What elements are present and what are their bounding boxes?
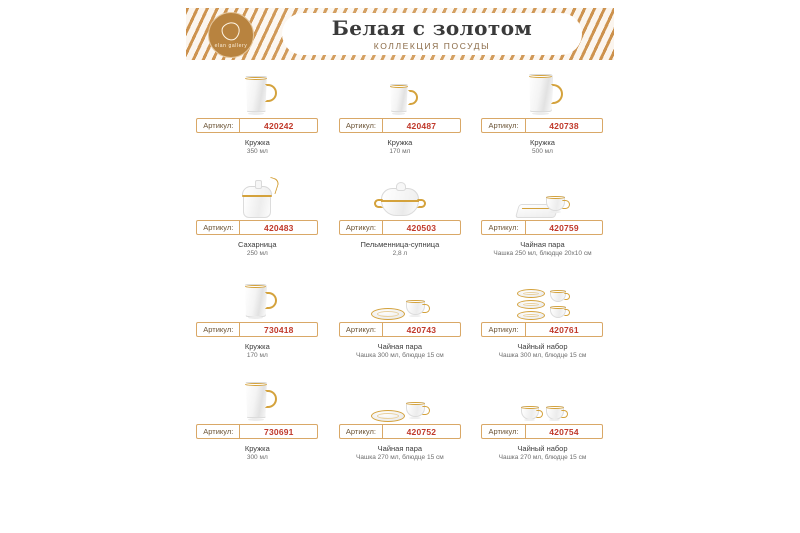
- saucer-icon: [371, 410, 405, 422]
- product-spec: 170 мл: [389, 148, 411, 156]
- product-caption: [530, 138, 555, 157]
- product-image: [186, 270, 329, 322]
- sku-badge: [481, 322, 603, 337]
- page-title: Белая с золотом: [331, 15, 533, 40]
- product-card[interactable]: [186, 372, 329, 474]
- mug-icon: [242, 284, 272, 320]
- sku-value: 420487: [406, 120, 437, 131]
- cup-icon: [404, 300, 428, 318]
- tea-set-icon: [517, 289, 568, 320]
- mug-icon: [242, 76, 272, 116]
- cup-icon: [548, 306, 568, 320]
- product-spec: 350 мл: [246, 148, 268, 156]
- cup-icon: [404, 402, 428, 420]
- sku-label: Артикул:: [345, 121, 376, 130]
- sku-value: 420759: [549, 222, 579, 233]
- brand-logo-text: elan gallery: [214, 42, 248, 49]
- sku-badge: [339, 424, 461, 439]
- mug-icon: [242, 382, 272, 422]
- product-caption: [238, 240, 276, 259]
- catalog-header: [186, 8, 614, 60]
- product-card[interactable]: [471, 270, 614, 372]
- sku-label: Артикул:: [345, 427, 376, 436]
- sku-label: Артикул:: [488, 325, 519, 334]
- sku-value: 420503: [406, 222, 437, 233]
- cup-icon: [544, 196, 568, 214]
- product-caption: [387, 138, 412, 157]
- sku-value: 730418: [264, 324, 294, 335]
- sku-label: Артикул:: [345, 325, 376, 334]
- product-card[interactable]: [329, 66, 472, 168]
- product-caption: [356, 342, 444, 361]
- product-caption: [356, 444, 444, 463]
- product-card[interactable]: [329, 372, 472, 474]
- sku-label: Артикул:: [488, 427, 519, 436]
- cup-stack: [548, 290, 568, 320]
- sku-badge: [339, 118, 461, 133]
- mug-icon: [387, 84, 413, 116]
- product-caption: [499, 444, 587, 463]
- tureen-icon: [375, 180, 425, 218]
- product-name: Чайный набор: [517, 342, 568, 351]
- product-spec: 250 мл: [246, 250, 268, 258]
- sku-badge: [196, 118, 318, 133]
- sku-badge: [481, 118, 603, 133]
- product-spec: Чашка 250 мл, блюдце 20x10 см: [493, 250, 592, 258]
- saucer-icon: [517, 311, 545, 320]
- cup-icon: [544, 406, 566, 422]
- product-spec: 170 мл: [246, 352, 268, 360]
- product-card[interactable]: [186, 168, 329, 270]
- sku-badge: [481, 424, 603, 439]
- product-card[interactable]: [471, 66, 614, 168]
- product-image: [186, 168, 329, 220]
- sugar-bowl-icon: [240, 176, 274, 218]
- product-name: Чайная пара: [377, 444, 423, 453]
- product-image: [471, 372, 614, 424]
- sku-label: Артикул:: [488, 121, 519, 130]
- product-caption: [499, 342, 587, 361]
- product-card[interactable]: [329, 270, 472, 372]
- product-caption: [493, 240, 591, 259]
- product-name: Сахарница: [238, 240, 277, 249]
- sku-badge: [196, 424, 318, 439]
- sku-value: 420761: [549, 324, 579, 335]
- product-card[interactable]: [186, 66, 329, 168]
- product-image: [329, 66, 472, 118]
- sku-badge: [196, 220, 318, 235]
- product-image: [186, 372, 329, 424]
- tea-pair-icon: [371, 300, 428, 320]
- sku-value: 420752: [406, 426, 437, 437]
- product-name: Чайная пара: [377, 342, 423, 351]
- product-image: [329, 372, 472, 424]
- sku-badge: [481, 220, 603, 235]
- sku-badge: [339, 220, 461, 235]
- sku-badge: [196, 322, 318, 337]
- sku-value: 420743: [406, 324, 437, 335]
- cup-icon: [548, 290, 568, 304]
- cup-icon: [519, 406, 541, 422]
- mug-icon: [526, 74, 558, 116]
- product-caption: [361, 240, 440, 259]
- product-image: [329, 168, 472, 220]
- sku-badge: [339, 322, 461, 337]
- sku-label: Артикул:: [203, 223, 234, 232]
- product-card[interactable]: [471, 372, 614, 474]
- product-name: Кружка: [387, 138, 413, 147]
- saucer-icon: [371, 308, 405, 320]
- saucer-stack: [517, 289, 545, 320]
- sku-value: 730691: [264, 426, 294, 437]
- sku-value: 420754: [549, 426, 579, 437]
- sku-value: 420738: [549, 120, 579, 131]
- saucer-icon: [517, 300, 545, 309]
- brand-logo: [208, 12, 254, 58]
- product-name: Кружка: [244, 138, 270, 147]
- product-image: [329, 270, 472, 322]
- product-card[interactable]: [471, 168, 614, 270]
- product-spec: Чашка 300 мл, блюдце 15 см: [498, 352, 587, 360]
- saucer-icon: [517, 289, 545, 298]
- tea-set-icon: [519, 406, 566, 422]
- product-image: [186, 66, 329, 118]
- product-name: Кружка: [244, 444, 270, 453]
- leaf-monogram-icon: [218, 18, 243, 43]
- product-caption: [245, 342, 270, 361]
- sku-label: Артикул:: [203, 325, 234, 334]
- product-grid: [186, 66, 614, 474]
- product-name: Кружка: [530, 138, 555, 147]
- product-image: [471, 270, 614, 322]
- product-spec: 300 мл: [246, 454, 268, 462]
- product-name: Пельменница-супница: [360, 240, 440, 249]
- tea-pair-icon: [371, 402, 428, 422]
- sku-label: Артикул:: [203, 121, 234, 130]
- product-spec: 500 мл: [532, 148, 553, 156]
- page-subtitle: КОЛЛЕКЦИЯ ПОСУДЫ: [373, 40, 491, 51]
- product-spec: Чашка 300 мл, блюдце 15 см: [356, 352, 444, 360]
- product-image: [471, 66, 614, 118]
- sku-label: Артикул:: [345, 223, 376, 232]
- product-caption: [245, 138, 270, 157]
- product-card[interactable]: [329, 168, 472, 270]
- product-card[interactable]: [186, 270, 329, 372]
- product-image: [471, 168, 614, 220]
- product-name: Кружка: [244, 342, 270, 351]
- product-spec: Чашка 270 мл, блюдце 15 см: [498, 454, 587, 462]
- product-caption: [245, 444, 270, 463]
- sku-value: 420242: [264, 120, 294, 131]
- sku-value: 420483: [264, 222, 294, 233]
- sku-label: Артикул:: [488, 223, 519, 232]
- product-spec: 2,8 л: [392, 250, 408, 258]
- product-spec: Чашка 270 мл, блюдце 15 см: [356, 454, 444, 462]
- header-title-plate: [282, 13, 582, 55]
- sku-label: Артикул:: [203, 427, 234, 436]
- product-name: Чайный набор: [517, 444, 568, 453]
- product-name: Чайная пара: [520, 240, 565, 249]
- tea-pair-icon: [517, 196, 568, 218]
